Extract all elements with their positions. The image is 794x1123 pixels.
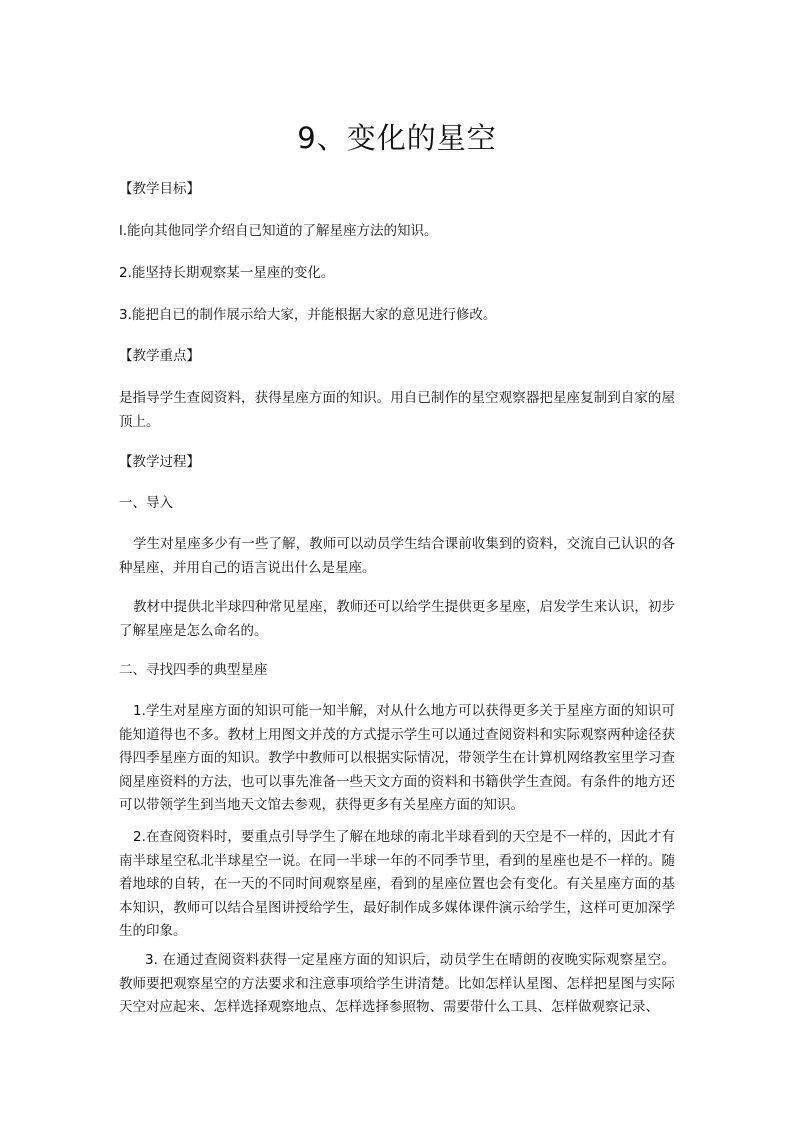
find-paragraph-1: 1.学生对星座方面的知识可能一知半解，对从什么地方可以获得更多关于星座方面的知识可能知道得也不多。教材上用图文并茂的方式提示学生可以通过查阅资料和实际观察两种途径获得四季星座方面的知识。教学中教师可以根据实际情况，带领学生在计算机网络教室里学习查阅星座资料的方法，也可以事先准备一些天文方面的资料和书籍供学生查阅。有条件的地方还可以带领学生到当地天文馆去参观，获得更多有关星座方面的知识。 [119, 703, 675, 813]
subheading-introduction: 一、导入 [119, 495, 173, 511]
section-heading-process: 【教学过程】 [119, 454, 200, 470]
objective-item-3: 3.能把自已的制作展示给大家，并能根据大家的意见进行修改。 [119, 307, 497, 323]
intro-paragraph-1: 学生对星座多少有一些了解，教师可以动员学生结合课前收集到的资料，交流自己认识的各种星座，并用自己的语言说出什么是星座。 [119, 536, 675, 576]
document-title: 9、变化的星空 [297, 121, 497, 155]
intro-paragraph-2: 教材中提供北半球四种常见星座，教师还可以给学生提供更多星座，启发学生来认识，初步了解星座是怎么命名的。 [119, 599, 675, 639]
find-paragraph-3: 3. 在通过查阅资料获得一定星座方面的知识后，动员学生在晴朗的夜晚实际观察星空。教师要把观察星空的方法要求和注意事项给学生讲清楚。比如怎样认星图、怎样把星图与实际天空对应起来、怎样选择观察地点、怎样选择参照物、需要带什么工具、怎样做观察记录、 [119, 952, 675, 1015]
key-points-paragraph: 是指导学生查阅资料，获得星座方面的知识。用自已制作的星空观察器把星座复制到自家的屋顶上。 [119, 390, 675, 430]
section-heading-key-points: 【教学重点】 [119, 348, 200, 364]
subheading-find-constellations: 二、寻找四季的典型星座 [119, 662, 268, 678]
objective-item-2: 2.能坚持长期观察某一星座的变化。 [119, 265, 335, 281]
section-heading-objectives: 【教学目标】 [119, 181, 200, 197]
objective-item-1: l.能向其他同学介绍自已知道的了解星座方法的知识。 [119, 223, 438, 239]
find-paragraph-2: 2.在查阅资料时，要重点引导学生了解在地球的南北半球看到的天空是不一样的，因此才有南半球星空私北半球星空一说。在同一半球一年的不同季节里，看到的星座也是不一样的。随着地球的自转，在一天的不同时间观察星座，看到的星座位置也会有变化。有关星座方面的基本知识，教师可以结合星图讲授给学生，最好制作成多媒体课件演示给学生，这样可更加深学生的印象。 [119, 829, 675, 939]
